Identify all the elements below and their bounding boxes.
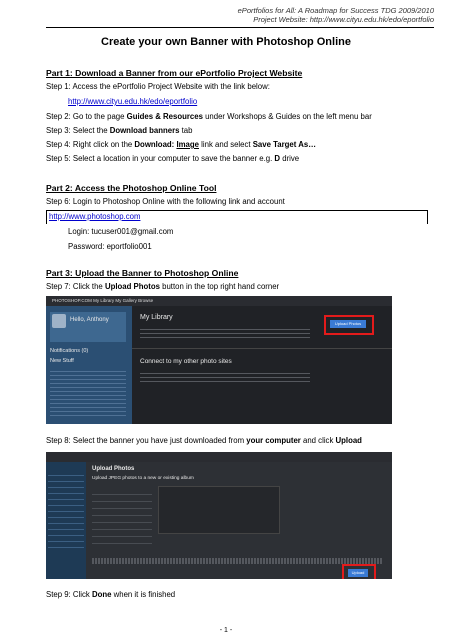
- hello-text: Hello, Anthony: [70, 317, 109, 323]
- step1: Step 1: Access the ePortfolio Project Website with the link below:: [46, 82, 270, 91]
- connect-heading: Connect to my other photo sites: [140, 358, 232, 365]
- new-stuff-text: New Stuff: [50, 358, 74, 364]
- part1-heading: Part 1: Download a Banner from our ePortfolio Project Website: [46, 68, 303, 78]
- news-lines: [50, 368, 126, 416]
- screenshot-my-library: [46, 296, 392, 424]
- eportfolio-link[interactable]: http://www.cityu.edu.hk/edo/eportfolio: [68, 97, 198, 106]
- step9: Step 9: Click Done when it is finished: [46, 590, 176, 599]
- agreement-text: [92, 558, 382, 564]
- page-number: - 1 -: [219, 627, 233, 634]
- photoshop-link[interactable]: http://www.photoshop.com: [49, 212, 141, 221]
- step5: Step 5: Select a location in your computer to save the banner e.g. D drive: [46, 154, 300, 163]
- upload-button[interactable]: Upload: [348, 569, 368, 577]
- part2-heading: Part 2: Access the Photoshop Online Tool: [46, 183, 217, 193]
- upload-photos-button[interactable]: Upload Photos: [330, 320, 366, 328]
- upload-dialog-title: Upload Photos: [92, 466, 135, 472]
- header-line1: ePortfolios for All: A Roadmap for Success TDG 2009/2010: [237, 6, 434, 15]
- login-text: Login: tucuser001@gmail.com: [68, 227, 174, 236]
- step4: Step 4: Right click on the Download: Image link and select Save Target As…: [46, 140, 316, 149]
- sidebar-list: [48, 470, 84, 550]
- step7: Step 7: Click the Upload Photos button in the top right hand corner: [46, 282, 280, 291]
- step6: Step 6: Login to Photoshop Online with the following link and account: [46, 197, 285, 206]
- album-options: [92, 488, 152, 548]
- upload-dialog-subtitle: Upload JPEG photos to a new or existing album: [92, 476, 194, 481]
- screenshot-main: [132, 306, 392, 424]
- page-header: [238, 6, 434, 24]
- step8: Step 8: Select the banner you have just downloaded from your computer and click Upload: [46, 436, 362, 445]
- screenshot-navbar: PHOTOSHOP.COM My Library My Gallery Browse: [46, 296, 392, 306]
- upload-dialog: [86, 462, 392, 579]
- step3: Step 3: Select the Download banners tab: [46, 126, 193, 135]
- avatar: [52, 314, 66, 328]
- notifications-text: Notifications (0): [50, 348, 89, 354]
- library-description: [140, 326, 310, 340]
- step2: Step 2: Go to the page Guides & Resources under Workshops & Guides on the left menu bar: [46, 112, 372, 121]
- screenshot2-sidebar: [46, 462, 86, 579]
- screenshot2-navbar: [46, 452, 392, 462]
- library-title: My Library: [140, 314, 173, 321]
- highlight-box: [324, 315, 374, 335]
- document-title: Create your own Banner with Photoshop Online: [101, 36, 351, 48]
- header-divider: [46, 27, 434, 28]
- header-line2: Project Website: http://www.cityu.edu.hk/edo/eportfolio: [253, 15, 434, 24]
- divider: [132, 348, 392, 349]
- screenshot-sidebar: [46, 306, 132, 424]
- upload-highlight-box: [342, 564, 376, 579]
- screenshot-upload-dialog: [46, 452, 392, 579]
- password-text: Password: eportfolio001: [68, 242, 152, 251]
- part3-heading: Part 3: Upload the Banner to Photoshop Online: [46, 268, 239, 278]
- file-table: [158, 486, 280, 534]
- connect-description: [140, 370, 310, 384]
